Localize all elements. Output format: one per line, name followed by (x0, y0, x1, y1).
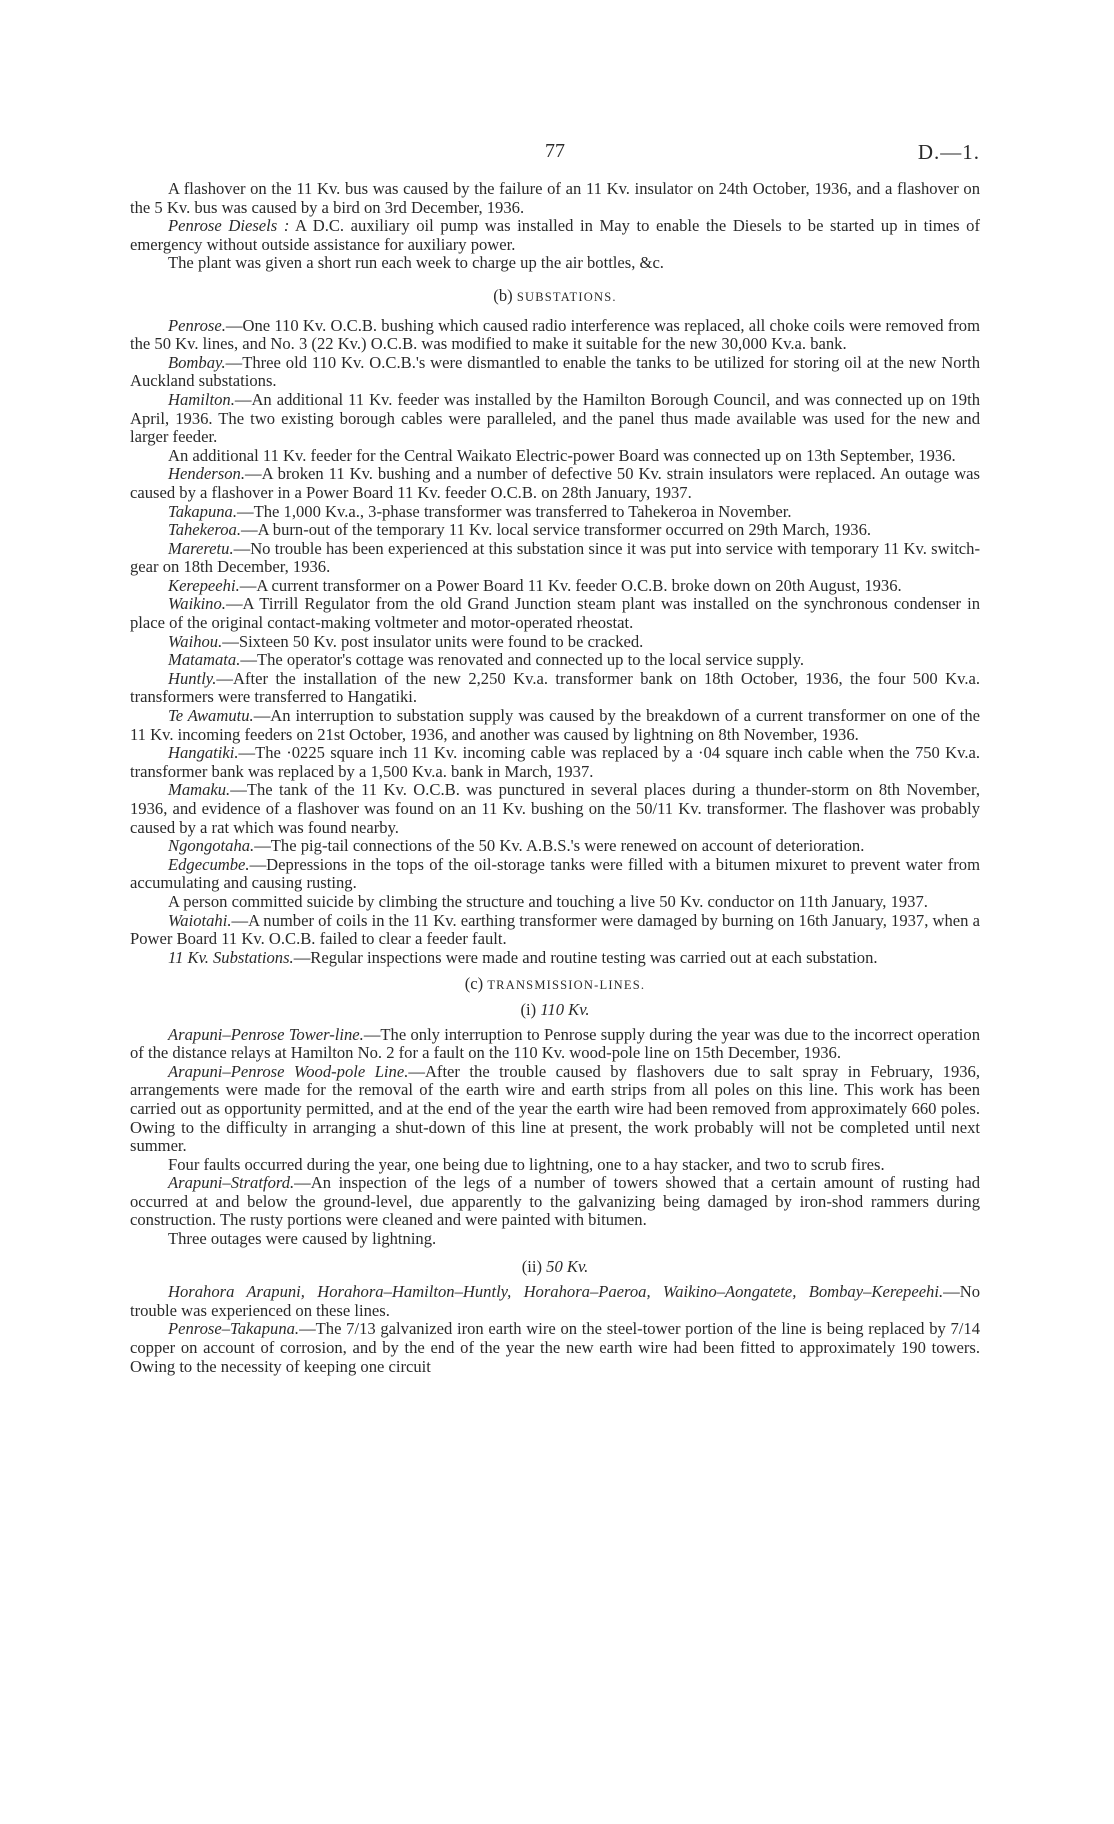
paragraph: A flashover on the 11 Kv. bus was caused by the failure of an 11 Kv. insulator on 24th October, 1936, and a flashover on the 5 Kv. bus was caused by a bird on 3rd December, 1936. (130, 179, 980, 217)
paragraph: Waihou.—Sixteen 50 Kv. post insulator units were found to be cracked. (168, 631, 644, 651)
subsection-heading-50kv: (ii) 50 Kv. (521, 1256, 589, 1276)
paragraph: An additional 11 Kv. feeder for the Central Waikato Electric-power Board was connected up on 13th September, 1936. (168, 445, 956, 465)
paragraph: Arapuni–Penrose Wood-pole Line.—After the trouble caused by flashovers due to salt spray in February, 1936, arrangements were made for the removal of the earth wire and earth strips from all poles on this line. This work has been carried out as opportunity permitted, and at the end of the year the earth wire had been removed from approximately 660 poles. Owing to the difficulty in arranging a shut-down of this line at present, the work probably will not be completed until next summer. (130, 1061, 980, 1156)
paragraph: A person committed suicide by climbing the structure and touching a live 50 Kv. conductor on 11th January, 1937. (168, 891, 928, 911)
paragraph: Edgecumbe.—Depressions in the tops of the oil-storage tanks were filled with a bitumen mixuret to prevent water from accumulating and causing rusting. (130, 854, 980, 893)
paragraph: Ngongotaha.—The pig-tail connections of the 50 Kv. A.B.S.'s were renewed on account of deterioration. (168, 836, 865, 856)
page-number: 77 (545, 140, 565, 162)
paragraph: Waikino.—A Tirrill Regulator from the old Grand Junction steam plant was installed on the synchronous condenser in place of the original contact-making voltmeter and motor-operated rheostat. (130, 594, 980, 633)
paragraph: Three outages were caused by lightning. (168, 1229, 437, 1249)
intro-block (130, 180, 980, 273)
paragraph: Hamilton.—An additional 11 Kv. feeder was installed by the Hamilton Borough Council, and was connected up on 19th April, 1936. The two existing borough cables were paralleled, and the panel thus made available was used for the new and larger feeder. (130, 389, 980, 447)
paragraph: Mamaku.—The tank of the 11 Kv. O.C.B. was punctured in several places during a thunder-storm on 8th November, 1936, and evidence of a flashover was found on an 11 Kv. bushing on the 50/11 Kv. transformer. The flashover was probably caused by a rat which was found nearby. (130, 780, 980, 837)
paragraph: Arapuni–Penrose Tower-line.—The only interruption to Penrose supply during the year was due to the incorrect operation of the distance relays at Hamilton No. 2 for a fault on the 110 Kv. wood-pole line on 15th December, 1936. (130, 1024, 981, 1063)
paragraph: Mareretu.—No trouble has been experienced at this substation since it was put into service with temporary 11 Kv. switch-gear on 18th December, 1936. (130, 538, 980, 577)
paragraph: Huntly.—After the installation of the new 2,250 Kv.a. transformer bank on 18th October, 1936, the four 500 Kv.a. transformers were transferred to Hangatiki. (130, 668, 980, 707)
page-header (130, 140, 980, 170)
paragraph: Matamata.—The operator's cottage was renovated and connected up to the local service supply. (168, 650, 804, 670)
paragraph: Four faults occurred during the year, one being due to lightning, one to a hay stacker, and two to scrub fires. (168, 1154, 885, 1174)
document-reference: D.—1. (917, 140, 980, 164)
paragraph: The plant was given a short run each week to charge up the air bottles, &c. (168, 253, 664, 273)
paragraph: Takapuna.—The 1,000 Kv.a., 3-phase transformer was transferred to Tahekeroa in November. (168, 501, 792, 521)
paragraph: Hangatiki.—The ·0225 square inch 11 Kv. incoming cable was replaced by a ·04 square inch cable when the 750 Kv.a. transformer bank was replaced by a 1,500 Kv.a. bank in March, 1937. (130, 743, 980, 781)
transmission-110kv-section (130, 1026, 980, 1249)
paragraph: Penrose.—One 110 Kv. O.C.B. bushing which caused radio interference was replaced, all choke coils were removed from the 50 Kv. lines, and No. 3 (22 Kv.) O.C.B. was modified to make it suitable for the new 30,000 Kv.a. bank. (130, 315, 980, 354)
paragraph: Kerepeehi.—A current transformer on a Power Board 11 Kv. feeder O.C.B. broke down on 20th August, 1936. (168, 575, 902, 595)
transmission-50kv-section (130, 1283, 980, 1376)
subsection-heading-110kv: (i) 110 Kv. (520, 999, 590, 1019)
paragraph: Penrose–Takapuna.—The 7/13 galvanized iron earth wire on the steel-tower portion of the line is being replaced by 7/14 copper on account of corrosion, and by the end of the year the new earth wire had been fitted to approximately 190 towers. Owing to the necessity of keeping one circuit (130, 1319, 980, 1376)
paragraph: Penrose Diesels : A D.C. auxiliary oil pump was installed in May to enable the Diesels to be started up in times of emergency without outside assistance for auxiliary power. (130, 216, 980, 254)
page-body (130, 180, 980, 1376)
paragraph: Tahekeroa.—A burn-out of the temporary 11 Kv. local service transformer occurred on 29th March, 1936. (168, 520, 872, 540)
paragraph: Bombay.—Three old 110 Kv. O.C.B.'s were dismantled to enable the tanks to be utilized for storing oil at the new North Auckland substations. (130, 352, 980, 391)
substations-section (130, 317, 980, 968)
paragraph: Waiotahi.—A number of coils in the 11 Kv. earthing transformer were damaged by burning on 16th January, 1937, when a Power Board 11 Kv. O.C.B. failed to clear a feeder fault. (130, 910, 980, 949)
paragraph: 11 Kv. Substations.—Regular inspections were made and routine testing was carried out at each substation. (168, 947, 878, 967)
paragraph: Henderson.—A broken 11 Kv. bushing and a number of defective 50 Kv. strain insulators were replaced. An outage was caused by a flashover in a Power Board 11 Kv. feeder O.C.B. on 28th January, 1937. (130, 464, 980, 502)
section-heading-substations: (b) SUBSTATIONS. (493, 285, 617, 305)
paragraph: Arapuni–Stratford.—An inspection of the legs of a number of towers showed that a certain amount of rusting had occurred at and below the ground-level, due apparently to the galvanizing being damaged by iron-shod rammers during construction. The rusty portions were cleaned and were painted with bitumen. (130, 1173, 980, 1230)
paragraph: Te Awamutu.—An interruption to substation supply was caused by the breakdown of a current transformer on one of the 11 Kv. incoming feeders on 21st October, 1936, and another was caused by lightning on 8th November, 1936. (130, 706, 980, 744)
section-heading-transmission-lines: (c) TRANSMISSION-LINES. (464, 974, 646, 994)
paragraph: Horahora Arapuni, Horahora–Hamilton–Huntly, Horahora–Paeroa, Waikino–Aongatete, Bombay–Kerepeehi.—No trouble was experienced on these lines. (130, 1282, 980, 1320)
paragraph-title: Penrose Diesels : (168, 216, 290, 236)
